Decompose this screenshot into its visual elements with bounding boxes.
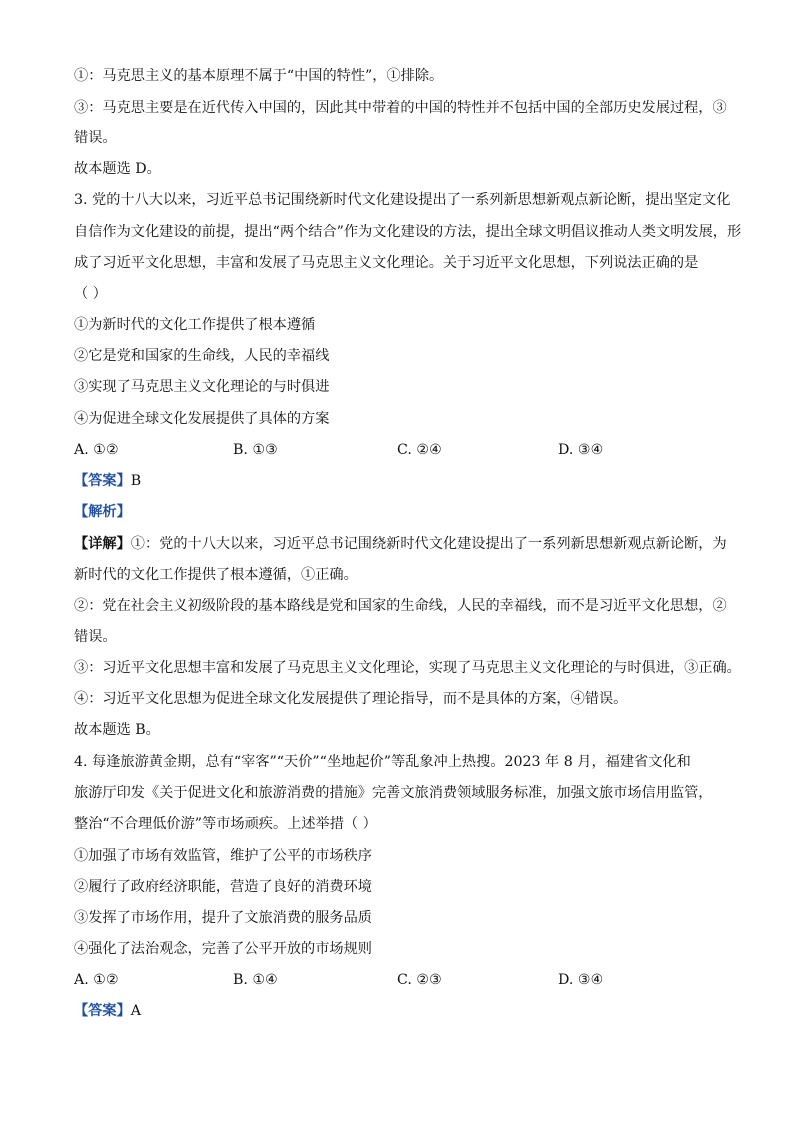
- q3-detail-line-1: [74, 534, 727, 554]
- q3-statement-3: ③实现了马克思主义文化理论的与时俱进: [74, 379, 330, 395]
- q4-answer-line: [74, 1001, 141, 1021]
- q4-option-d: D. ③④: [558, 972, 604, 988]
- q3-stem-line-2: 自信作为文化建设的前提，提出“两个结合”作为文化建设的方法，提出全球文明倡议推动人类文明发展，形: [74, 224, 742, 240]
- detail-tag: 【详解】: [74, 536, 131, 552]
- q3-statement-1: ①为新时代的文化工作提供了根本遵循: [74, 317, 316, 333]
- q3-detail-line-6: ④：习近平文化思想为促进全球文化发展提供了理论指导，而不是具体的方案，④错误。: [74, 691, 628, 707]
- q4-option-a: A. ①②: [74, 972, 119, 988]
- q4-statement-4: ④强化了法治观念，完善了公平开放的市场规则: [74, 941, 372, 957]
- q4-stem-line-2: 旅游厅印发《关于促进文化和旅游消费的措施》完善文旅消费领域服务标准，加强文旅市场信用监管，: [74, 785, 713, 801]
- prev-analysis-line-2: ③：马克思主要是在近代传入中国的，因此其中带着的中国的特性并不包括中国的全部历史发展过程，③: [74, 100, 727, 116]
- q3-option-a: A. ①②: [74, 442, 119, 458]
- q4-stem-line-3: 整治“不合理低价游”等市场顽疾。上述举措（ ）: [74, 816, 377, 832]
- q3-conclusion: 故本题选 B。: [74, 722, 160, 738]
- q3-detail-line-5: ③：习近平文化思想丰富和发展了马克思主义文化理论，实现了马克思主义文化理论的与时俱进，③正确。: [74, 660, 741, 676]
- answer-tag: 【答案】: [74, 1003, 131, 1019]
- q4-statement-1: ①加强了市场有效监管，维护了公平的市场秩序: [74, 848, 372, 864]
- q3-analysis-heading: [74, 502, 131, 522]
- q3-stem-line-3: 成了习近平文化思想，丰富和发展了马克思主义文化理论。关于习近平文化思想，下列说法正确的是: [74, 255, 699, 271]
- prev-analysis-line-1: ①：马克思主义的基本原理不属于“中国的特性”，①排除。: [74, 68, 444, 84]
- q3-answer-paren: （ ）: [74, 286, 107, 302]
- q3-detail-line-2: 新时代的文化工作提供了根本遵循，①正确。: [74, 567, 358, 583]
- q3-option-d: D. ③④: [558, 442, 604, 458]
- q3-option-c: C. ②④: [397, 442, 442, 458]
- answer-tag: 【答案】: [74, 473, 131, 489]
- q3-answer-value: B: [130, 473, 142, 489]
- q3-detail-line-4: 错误。: [74, 629, 117, 645]
- q4-answer-value: A: [130, 1003, 142, 1019]
- prev-conclusion: 故本题选 D。: [74, 161, 161, 177]
- q4-option-b: B. ①④: [233, 972, 278, 988]
- q4-stem-line-1: 4. 每逢旅游黄金期，总有“宰客”“天价”“坐地起价”等乱象冲上热搜。2023 年 8 月，福建省文化和: [74, 754, 691, 770]
- q3-detail-text-1: ①：党的十八大以来，习近平总书记围绕新时代文化建设提出了一系列新思想新观点新论断，为: [130, 536, 727, 552]
- analysis-tag: 【解析】: [74, 504, 131, 520]
- q3-detail-line-3: ②：党在社会主义初级阶段的基本路线是党和国家的生命线，人民的幸福线，而不是习近平文化思想，②: [74, 598, 727, 614]
- q3-answer-line: [74, 471, 141, 491]
- q3-statement-4: ④为促进全球文化发展提供了具体的方案: [74, 411, 330, 427]
- q3-option-b: B. ①③: [233, 442, 278, 458]
- q4-option-c: C. ②③: [397, 972, 442, 988]
- prev-analysis-line-3: 错误。: [74, 130, 117, 146]
- q4-statement-2: ②履行了政府经济职能，营造了良好的消费环境: [74, 879, 372, 895]
- q4-statement-3: ③发挥了市场作用，提升了文旅消费的服务品质: [74, 910, 372, 926]
- q3-statement-2: ②它是党和国家的生命线，人民的幸福线: [74, 348, 330, 364]
- q3-stem-line-1: 3. 党的十八大以来，习近平总书记围绕新时代文化建设提出了一系列新思想新观点新论断，提出坚定文化: [74, 192, 731, 208]
